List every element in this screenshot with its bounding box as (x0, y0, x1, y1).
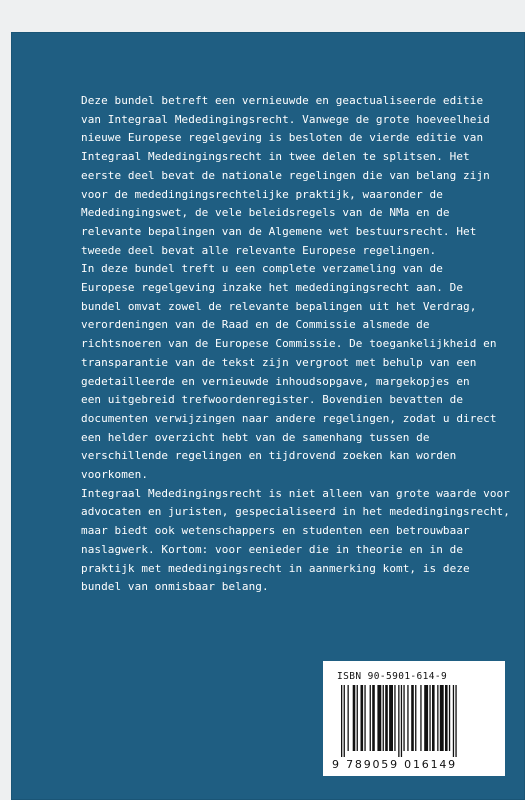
barcode-bar (389, 685, 393, 751)
text-line: van Integraal Mededingingsrecht. Vanwege de grote hoeveelheid (81, 112, 490, 126)
barcode-bar (353, 685, 356, 751)
barcode-bar (415, 685, 416, 751)
barcode-bar (370, 685, 371, 751)
barcode-bar (394, 685, 395, 751)
barcode-bar (420, 685, 421, 751)
barcode-bar (398, 685, 399, 757)
text-line: documenten verwijzingen naar andere regelingen, zodat u direct (81, 411, 497, 425)
text-line: voorkomen. (81, 468, 149, 482)
text-line: advocaten en juristen, gespecialiseerd in het mededingingsrecht, (81, 505, 510, 519)
text-line: verschillende regelingen en tijdrovend zoeken kan worden (81, 449, 457, 463)
paragraph-1 (81, 92, 501, 260)
barcode-bar (449, 685, 450, 751)
isbn-text: ISBN 90-5901-614-9 (337, 671, 448, 682)
text-line: bundel omvat zowel de relevante bepalingen uit het Verdrag, (81, 299, 477, 313)
text-line: Integraal Mededingingsrecht is niet alleen van grote waarde voor (81, 486, 510, 500)
barcode-bar (357, 685, 358, 751)
barcode-bar (403, 685, 404, 751)
text-line: verordeningen van de Raad en de Commissie alsmede de (81, 318, 430, 332)
barcode-bar (424, 685, 428, 751)
barcode-bar (429, 685, 430, 751)
text-line: Europese regelgeving inzake het mededingingsrecht aan. De (81, 281, 464, 295)
barcode-bar (344, 685, 345, 757)
barcode-bar (437, 685, 438, 751)
text-line: nieuwe Europese regelgeving is besloten de vierde editie van (81, 131, 484, 145)
paragraph-2 (81, 260, 501, 484)
text-line: relevante bepalingen van de Algemene wet bestuursrecht. Het (81, 224, 477, 238)
text-line: Integraal Mededingingsrecht in twee delen te splitsen. Het (81, 150, 470, 164)
barcode-bar (401, 685, 402, 757)
text-line: eerste deel bevat de nationale regelingen die van belang zijn (81, 168, 490, 182)
barcode-bar (372, 685, 375, 751)
text-line: praktijk met mededingingsrecht in aanmerking komt, is deze (81, 561, 470, 575)
text-line: bundel van onmisbaar belang. (81, 580, 269, 594)
text-line: Mededingingswet, de vele beleidsregels van de NMa en de (81, 206, 450, 220)
barcode-bar (385, 685, 388, 751)
barcode-bar (432, 685, 435, 751)
barcode-bar (445, 685, 448, 751)
barcode-bar (411, 685, 414, 751)
barcode-bar (440, 685, 444, 751)
barcode-bar (453, 685, 454, 757)
barcode-bars (341, 685, 491, 757)
text-line: tweede deel bevat alle relevante Europese regelingen. (81, 243, 437, 257)
text-line: transparantie van de tekst zijn vergroot met behulp van een (81, 355, 477, 369)
text-line: naslagwerk. Kortom: voor eenieder die in theorie en in de (81, 542, 464, 556)
text-line: gedetailleerde en vernieuwde inhoudsopgave, margekopjes en (81, 374, 470, 388)
text-line: Deze bundel betreft een vernieuwde en geactualiseerde editie (81, 94, 484, 107)
barcode-bar (361, 685, 364, 751)
barcode-bar (383, 685, 384, 751)
barcode-bar (455, 685, 456, 757)
barcode-bar (377, 685, 381, 751)
text-line: een uitgebreid trefwoordenregister. Bovendien bevatten de (81, 393, 464, 407)
barcode-label (323, 661, 505, 776)
text-line: richtsnoeren van de Europese Commissie. De toegankelijkheid en (81, 337, 497, 351)
text-line: maar biedt ook wetenschappers en studenten een betrouwbaar (81, 524, 470, 538)
ean-digits: 9 789059 016149 (332, 758, 457, 771)
barcode-bar (348, 685, 349, 751)
barcode-bar (341, 685, 342, 757)
paragraph-3 (81, 485, 510, 597)
text-line: voor de mededingingsrechtelijke praktijk, waaronder de (81, 187, 443, 201)
barcode-bar (364, 685, 365, 751)
barcode-bar (407, 685, 408, 751)
text-line: In deze bundel treft u een complete verzameling van de (81, 262, 443, 276)
text-line: een helder overzicht hebt van de samenhang tussen de (81, 430, 430, 444)
blurb-text (81, 92, 510, 597)
